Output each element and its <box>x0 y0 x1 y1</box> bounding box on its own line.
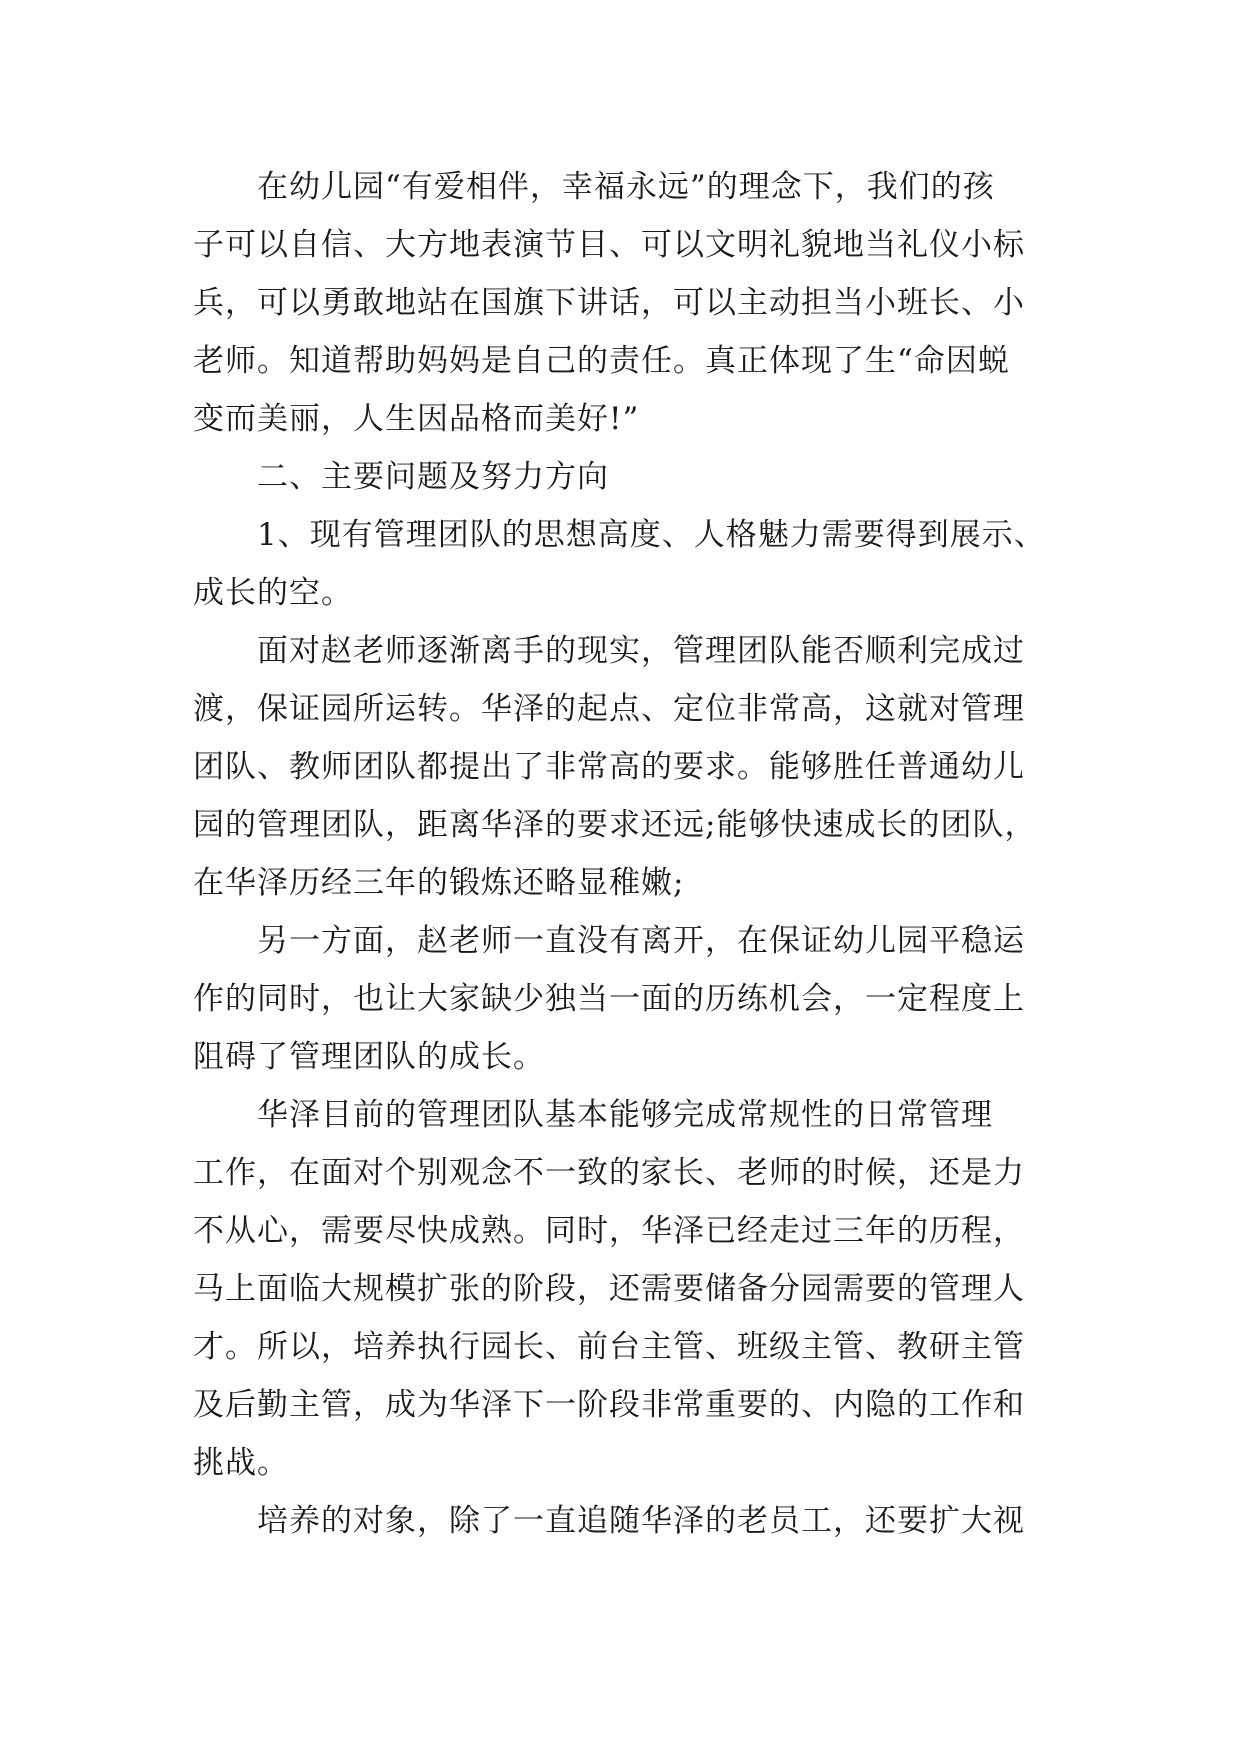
text-line: 挑战。 <box>193 1445 289 1481</box>
text-line: 不从心，需要尽快成熟。同时，华泽已经走过三年的历程， <box>193 1213 1025 1249</box>
text-line: 成长的空。 <box>193 575 353 611</box>
text-line: 在华泽历经三年的锻炼还略显稚嫩; <box>193 865 685 901</box>
text-line: 1、现有管理团队的思想高度、人格魅力需要得到展示、 <box>257 517 1046 553</box>
text-line: 在幼儿园“有爱相伴，幸福永远”的理念下，我们的孩 <box>257 169 995 205</box>
text-line: 华泽目前的管理团队基本能够完成常规性的日常管理 <box>257 1097 993 1133</box>
text-line: 才。所以，培养执行园长、前台主管、班级主管、教研主管 <box>193 1329 1025 1365</box>
text-line: 老师。知道帮助妈妈是自己的责任。真正体现了生“命因蜕 <box>193 343 1010 379</box>
text-line: 工作，在面对个别观念不一致的家长、老师的时候，还是力 <box>193 1155 1025 1191</box>
section-heading: 二、主要问题及努力方向 <box>257 459 609 495</box>
text-line: 变而美丽，人生因品格而美好!” <box>193 401 640 437</box>
text-line: 阻碍了管理团队的成长。 <box>193 1039 545 1075</box>
text-line: 兵，可以勇敢地站在国旗下讲话，可以主动担当小班长、小 <box>193 285 1025 321</box>
text-line: 作的同时，也让大家缺少独当一面的历练机会，一定程度上 <box>193 981 1025 1017</box>
text-line: 另一方面，赵老师一直没有离开，在保证幼儿园平稳运 <box>257 923 1025 959</box>
body-text <box>193 158 1061 1550</box>
text-line: 面对赵老师逐渐离手的现实，管理团队能否顺利完成过 <box>257 633 1025 669</box>
text-line: 马上面临大规模扩张的阶段，还需要储备分园需要的管理人 <box>193 1271 1025 1307</box>
text-line: 培养的对象，除了一直追随华泽的老员工，还要扩大视 <box>257 1503 1025 1539</box>
text-line: 及后勤主管，成为华泽下一阶段非常重要的、内隐的工作和 <box>193 1387 1025 1423</box>
text-line: 团队、教师团队都提出了非常高的要求。能够胜任普通幼儿 <box>193 749 1025 785</box>
text-line: 渡，保证园所运转。华泽的起点、定位非常高，这就对管理 <box>193 691 1025 727</box>
text-line: 园的管理团队，距离华泽的要求还远;能够快速成长的团队， <box>193 807 1037 843</box>
text-line: 子可以自信、大方地表演节目、可以文明礼貌地当礼仪小标 <box>193 227 1025 263</box>
